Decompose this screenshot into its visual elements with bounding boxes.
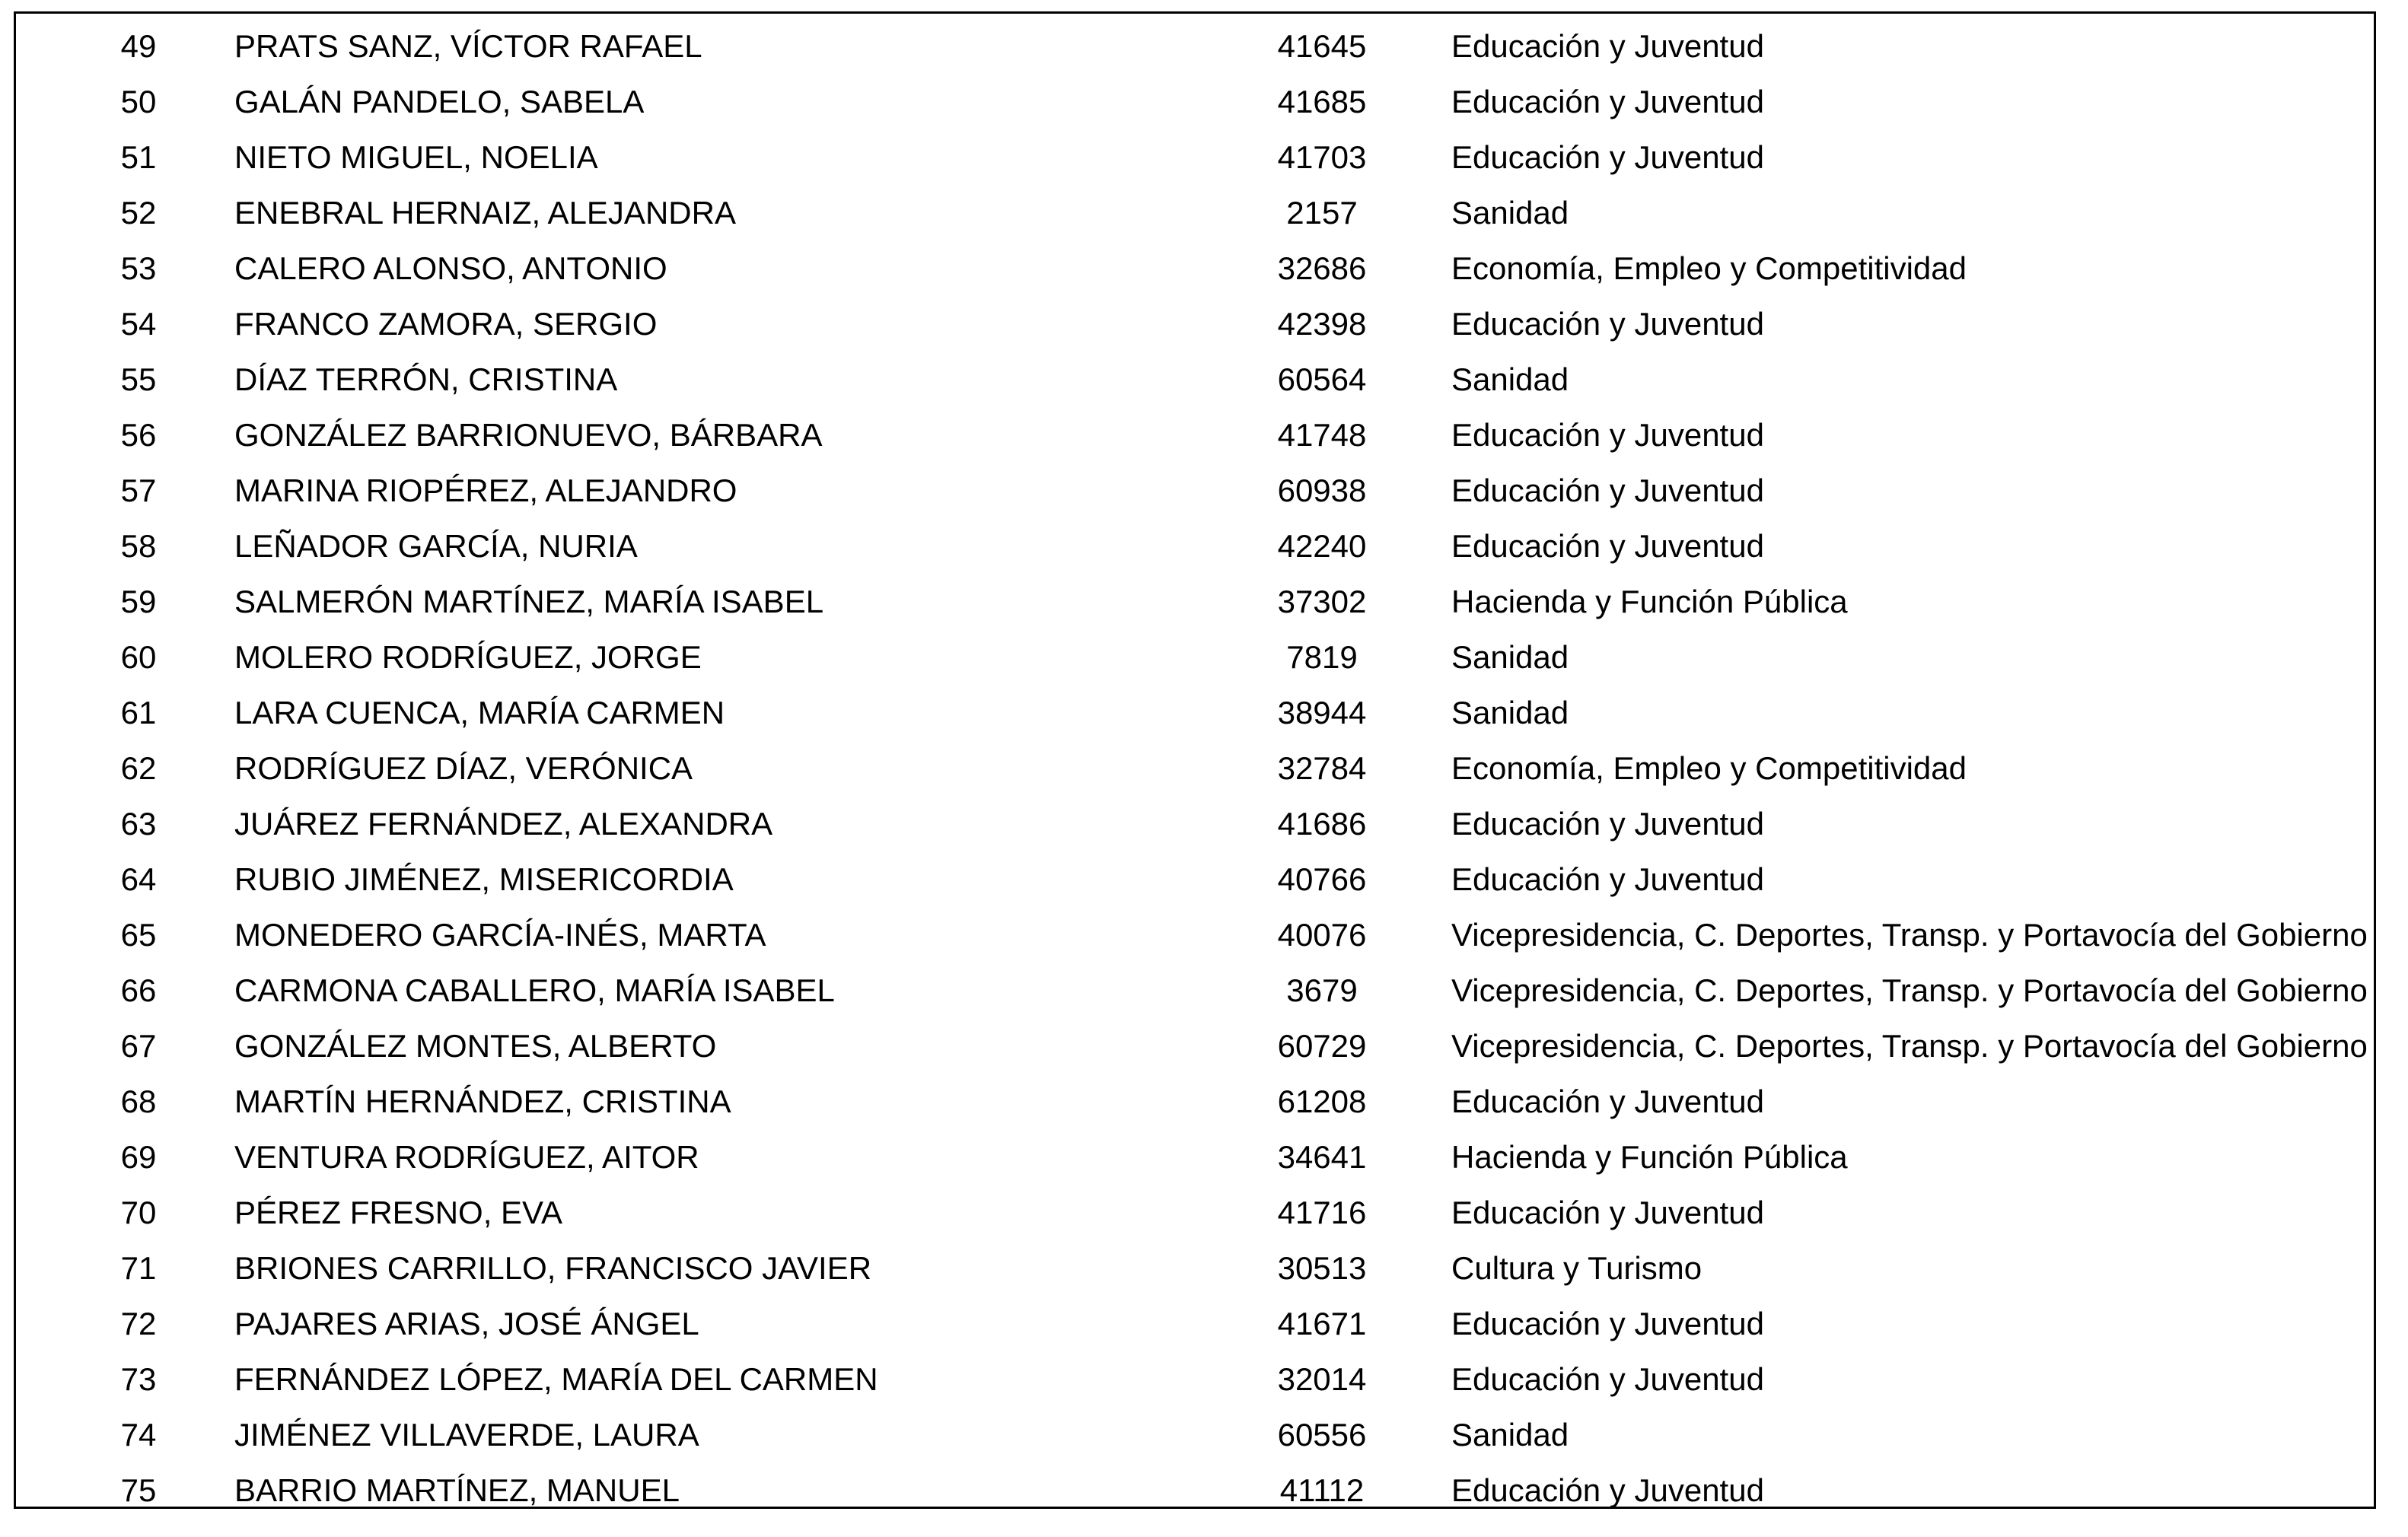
- table-row: [16, 1141, 2374, 1197]
- person-name: CALERO ALONSO, ANTONIO: [234, 250, 667, 286]
- department-name: Vicepresidencia, C. Deportes, Transp. y Portavocía del Gobierno: [1451, 972, 2368, 1008]
- person-name: ENEBRAL HERNAIZ, ALEJANDRA: [234, 195, 736, 231]
- department-name: Educación y Juventud: [1451, 1195, 1764, 1230]
- department-name: Educación y Juventud: [1451, 473, 1764, 508]
- row-number: 55: [120, 361, 157, 397]
- registration-code: 37302: [1277, 584, 1367, 619]
- row-number: 75: [120, 1472, 157, 1508]
- registration-code: 41671: [1277, 1306, 1367, 1341]
- person-name: LEÑADOR GARCÍA, NURIA: [234, 528, 638, 564]
- row-number: 61: [120, 695, 157, 730]
- table-row: [16, 586, 2374, 641]
- table-row: [16, 250, 2374, 308]
- person-name: FRANCO ZAMORA, SERGIO: [234, 306, 658, 342]
- row-number: 72: [120, 1306, 157, 1341]
- person-name: MARTÍN HERNÁNDEZ, CRISTINA: [234, 1084, 731, 1119]
- department-name: Sanidad: [1451, 695, 1569, 730]
- registration-code: 32784: [1277, 750, 1367, 786]
- table-row: [16, 30, 2374, 86]
- registration-code: 60564: [1277, 361, 1367, 397]
- registration-code: 7819: [1286, 639, 1358, 675]
- row-number: 70: [120, 1195, 157, 1230]
- table-row: [16, 139, 2374, 197]
- registration-code: 41703: [1277, 139, 1367, 175]
- department-name: Sanidad: [1451, 195, 1569, 231]
- department-name: Educación y Juventud: [1451, 84, 1764, 119]
- row-number: 62: [120, 750, 157, 786]
- table-row: [16, 530, 2374, 586]
- table-row: [16, 1197, 2374, 1252]
- registration-code: 40766: [1277, 861, 1367, 897]
- registration-code: 42398: [1277, 306, 1367, 342]
- department-name: Educación y Juventud: [1451, 417, 1764, 453]
- person-name: JIMÉNEZ VILLAVERDE, LAURA: [234, 1417, 699, 1453]
- department-name: Vicepresidencia, C. Deportes, Transp. y Portavocía del Gobierno: [1451, 917, 2368, 953]
- table-row: [16, 86, 2374, 142]
- row-number: 56: [120, 417, 157, 453]
- table-row: [16, 1252, 2374, 1308]
- registration-code: 41685: [1277, 84, 1367, 119]
- row-number: 53: [120, 250, 157, 286]
- table-row: [16, 808, 2374, 864]
- registration-code: 30513: [1277, 1250, 1367, 1286]
- department-name: Educación y Juventud: [1451, 1361, 1764, 1397]
- row-number: 63: [120, 806, 157, 842]
- department-name: Cultura y Turismo: [1451, 1250, 1702, 1286]
- table-row: [16, 697, 2374, 753]
- table-row: [16, 475, 2374, 530]
- table-row: [16, 308, 2374, 364]
- row-number: 74: [120, 1417, 157, 1453]
- registration-code: 38944: [1277, 695, 1367, 730]
- table-body: [16, 30, 2374, 1530]
- row-number: 68: [120, 1084, 157, 1119]
- registration-code: 41112: [1279, 1472, 1365, 1508]
- registration-code: 41645: [1277, 28, 1367, 64]
- registration-code: 41716: [1277, 1195, 1367, 1230]
- person-name: DÍAZ TERRÓN, CRISTINA: [234, 361, 618, 397]
- person-name: RUBIO JIMÉNEZ, MISERICORDIA: [234, 861, 734, 897]
- registration-code: 34641: [1277, 1139, 1367, 1175]
- person-name: GONZÁLEZ MONTES, ALBERTO: [234, 1028, 717, 1064]
- row-number: 52: [120, 195, 157, 231]
- person-name: VENTURA RODRÍGUEZ, AITOR: [234, 1139, 699, 1175]
- registration-code: 41748: [1277, 417, 1367, 453]
- table-row: [16, 1030, 2374, 1086]
- person-name: GALÁN PANDELO, SABELA: [234, 84, 645, 119]
- department-name: Educación y Juventud: [1451, 806, 1764, 842]
- registration-code: 60938: [1277, 473, 1367, 508]
- row-number: 73: [120, 1361, 157, 1397]
- registration-code: 32014: [1277, 1361, 1367, 1397]
- person-name: MARINA RIOPÉREZ, ALEJANDRO: [234, 473, 737, 508]
- table-row: [16, 1361, 2374, 1419]
- row-number: 60: [120, 639, 157, 675]
- department-name: Economía, Empleo y Competitividad: [1451, 250, 1967, 286]
- table-row: [16, 1086, 2374, 1141]
- department-name: Educación y Juventud: [1451, 861, 1764, 897]
- registration-code: 61208: [1277, 1084, 1367, 1119]
- department-name: Educación y Juventud: [1451, 139, 1764, 175]
- row-number: 54: [120, 306, 157, 342]
- department-name: Economía, Empleo y Competitividad: [1451, 750, 1967, 786]
- table-row: [16, 641, 2374, 697]
- registration-code: 41686: [1277, 806, 1367, 842]
- table-row: [16, 1419, 2374, 1475]
- document-table-frame: [14, 11, 2376, 1509]
- department-name: Sanidad: [1451, 361, 1569, 397]
- row-number: 71: [120, 1250, 157, 1286]
- person-name: MONEDERO GARCÍA-INÉS, MARTA: [234, 917, 766, 953]
- department-name: Educación y Juventud: [1451, 528, 1764, 564]
- registration-code: 42240: [1277, 528, 1367, 564]
- department-name: Vicepresidencia, C. Deportes, Transp. y Portavocía del Gobierno: [1451, 1028, 2368, 1064]
- person-name: PÉREZ FRESNO, EVA: [234, 1195, 562, 1230]
- row-number: 59: [120, 584, 157, 619]
- registration-code: 3679: [1286, 972, 1358, 1008]
- department-name: Sanidad: [1451, 1417, 1569, 1453]
- department-name: Educación y Juventud: [1451, 28, 1764, 64]
- department-name: Sanidad: [1451, 639, 1569, 675]
- person-name: GONZÁLEZ BARRIONUEVO, BÁRBARA: [234, 417, 823, 453]
- person-name: MOLERO RODRÍGUEZ, JORGE: [234, 639, 702, 675]
- table-row: [16, 1308, 2374, 1364]
- department-name: Hacienda y Función Pública: [1451, 584, 1848, 619]
- person-name: LARA CUENCA, MARÍA CARMEN: [234, 695, 725, 730]
- row-number: 66: [120, 972, 157, 1008]
- table-row: [16, 1472, 2374, 1530]
- person-name: NIETO MIGUEL, NOELIA: [234, 139, 598, 175]
- person-name: CARMONA CABALLERO, MARÍA ISABEL: [234, 972, 835, 1008]
- row-number: 49: [120, 28, 157, 64]
- row-number: 58: [120, 528, 157, 564]
- registration-code: 2157: [1286, 195, 1358, 231]
- department-name: Educación y Juventud: [1451, 306, 1764, 342]
- registration-code: 60556: [1277, 1417, 1367, 1453]
- table-row: [16, 861, 2374, 919]
- person-name: FERNÁNDEZ LÓPEZ, MARÍA DEL CARMEN: [234, 1361, 878, 1397]
- department-name: Hacienda y Función Pública: [1451, 1139, 1848, 1175]
- row-number: 67: [120, 1028, 157, 1064]
- person-name: RODRÍGUEZ DÍAZ, VERÓNICA: [234, 750, 693, 786]
- department-name: Educación y Juventud: [1451, 1084, 1764, 1119]
- table-row: [16, 750, 2374, 808]
- registration-code: 60729: [1277, 1028, 1367, 1064]
- person-name: PAJARES ARIAS, JOSÉ ÁNGEL: [234, 1306, 699, 1341]
- person-name: PRATS SANZ, VÍCTOR RAFAEL: [234, 28, 702, 64]
- table-row: [16, 972, 2374, 1030]
- department-name: Educación y Juventud: [1451, 1306, 1764, 1341]
- person-name: SALMERÓN MARTÍNEZ, MARÍA ISABEL: [234, 584, 824, 619]
- row-number: 50: [120, 84, 157, 119]
- table-row: [16, 197, 2374, 253]
- table-row: [16, 361, 2374, 419]
- registration-code: 40076: [1277, 917, 1367, 953]
- person-name: JUÁREZ FERNÁNDEZ, ALEXANDRA: [234, 806, 773, 842]
- table-row: [16, 419, 2374, 475]
- row-number: 57: [120, 473, 157, 508]
- row-number: 69: [120, 1139, 157, 1175]
- row-number: 65: [120, 917, 157, 953]
- person-name: BARRIO MARTÍNEZ, MANUEL: [234, 1472, 680, 1508]
- row-number: 64: [120, 861, 157, 897]
- table-row: [16, 919, 2374, 975]
- person-name: BRIONES CARRILLO, FRANCISCO JAVIER: [234, 1250, 872, 1286]
- registration-code: 32686: [1277, 250, 1367, 286]
- department-name: Educación y Juventud: [1451, 1472, 1764, 1508]
- row-number: 51: [120, 139, 157, 175]
